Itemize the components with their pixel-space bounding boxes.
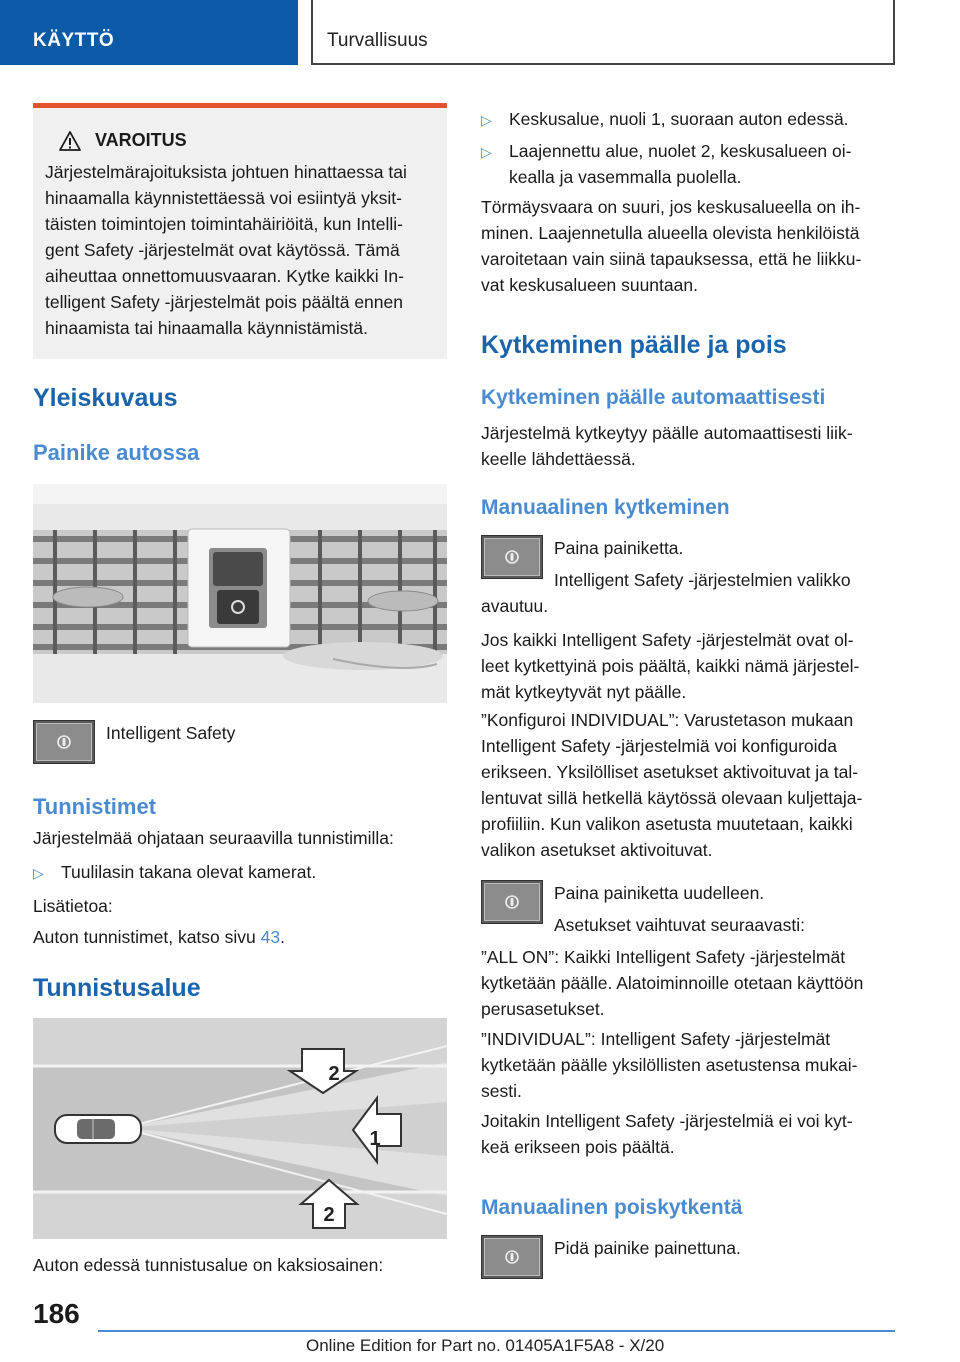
bullet-text xyxy=(509,138,851,190)
bullet-triangle-icon: ▷ xyxy=(33,865,44,881)
warning-line: aiheuttaa onnettomuusvaaran. Kytke kaikki In- xyxy=(45,266,404,286)
hold-instruction: Pidä painike painettuna. xyxy=(554,1238,741,1258)
heading-sensors: Tunnistimet xyxy=(33,794,157,819)
text-line: vat keskusalueen suuntaan. xyxy=(481,275,698,295)
press-instruction: Paina painiketta. xyxy=(554,538,684,558)
text-line: Törmäysvaara on suuri, jos keskusalueella on ih- xyxy=(481,197,861,217)
warning-title: VAROITUS xyxy=(95,130,187,150)
warning-line: gent Safety -järjestelmät ovat käytössä. Tämä xyxy=(45,240,400,260)
settings-change-text: Asetukset vaihtuvat seuraavasti: xyxy=(554,915,805,935)
warning-box xyxy=(33,103,447,359)
footer-divider xyxy=(98,1330,895,1332)
car-icon xyxy=(55,1115,141,1143)
bullet-text: Tuulilasin takana olevat kamerat. xyxy=(61,862,317,882)
text-line: kytketään päälle yksilöllisten asetustensa mukai- xyxy=(481,1055,858,1075)
section-tab: KÄYTTÖ xyxy=(0,0,298,65)
bullet-triangle-icon: ▷ xyxy=(481,144,492,160)
warning-line: telligent Safety -järjestelmät pois päältä ennen xyxy=(45,292,403,312)
text-line: kytketään päälle. Alatoiminnoille otetaan käyttöön xyxy=(481,973,864,993)
warning-text xyxy=(45,159,435,341)
text-line: valikon asetukset aktivoituvat. xyxy=(481,840,713,860)
diagram-label: 2 xyxy=(323,1204,335,1226)
diagram-label: 1 xyxy=(369,1128,381,1150)
chapter-title: Turvallisuus xyxy=(311,0,895,65)
configure-paragraph xyxy=(481,707,895,863)
reference-end: . xyxy=(280,927,285,947)
heading-button-in-car: Painike autossa xyxy=(33,440,200,465)
warning-heading xyxy=(59,130,435,151)
dashboard-button-illustration xyxy=(33,484,447,703)
warning-line: hinaamista tai hinaamalla käynnistämistä. xyxy=(45,318,368,338)
heading-detection-area: Tunnistusalue xyxy=(33,974,201,1002)
text-line: minen. Laajennetulla alueella olevista henkilöistä xyxy=(481,223,860,243)
text-line: Järjestelmä kytkeytyy päälle automaattisesti liik- xyxy=(481,423,853,443)
text-line: Joitakin Intelligent Safety -järjestelmiä ei voi kyt- xyxy=(481,1111,853,1131)
bullet-triangle-icon: ▷ xyxy=(481,112,492,128)
text-line: mät kytkeytyvät nyt päälle. xyxy=(481,682,687,702)
warning-line: täisten toimintojen toimintahäiriöitä, kun Intelli- xyxy=(45,214,403,234)
heading-switch-on-off: Kytkeminen päälle ja pois xyxy=(481,331,787,359)
text-line: ”INDIVIDUAL”: Intelligent Safety -järjestelmät xyxy=(481,1029,831,1049)
text-line: keelle lähdettäessä. xyxy=(481,449,636,469)
heading-overview: Yleiskuvaus xyxy=(33,384,178,412)
more-info-label: Lisätietoa: xyxy=(33,896,113,916)
heading-auto-on: Kytkeminen päälle automaattisesti xyxy=(481,386,826,409)
list-item xyxy=(481,106,895,133)
intelligent-safety-button-icon xyxy=(33,720,95,764)
bullet-text: Keskusalue, nuoli 1, suoraan auton edessä. xyxy=(509,109,849,129)
cross-reference xyxy=(33,924,285,950)
list-item xyxy=(33,859,316,886)
warning-triangle-icon xyxy=(59,131,81,151)
button-label: Intelligent Safety xyxy=(106,723,236,743)
text-line: ”ALL ON”: Kaikki Intelligent Safety -järjestelmät xyxy=(481,947,846,967)
menu-opens-text-cont: avautuu. xyxy=(481,596,549,616)
all-on-paragraph xyxy=(481,944,901,1022)
bullet-line: kealla ja vasemmalla puolella. xyxy=(509,167,742,187)
detection-area-diagram xyxy=(33,1018,447,1239)
heading-manual-off: Manuaalinen poiskytkentä xyxy=(481,1196,743,1219)
sensors-text: Järjestelmää ohjataan seuraavilla tunnistimilla: xyxy=(33,828,394,848)
text-line: keä erikseen pois päältä. xyxy=(481,1137,675,1157)
menu-opens-text: Intelligent Safety -järjestelmien valikko xyxy=(554,570,851,590)
bullet-line: Laajennettu alue, nuolet 2, keskusalueen oi- xyxy=(509,141,852,161)
heading-manual-on: Manuaalinen kytkeminen xyxy=(481,496,730,519)
warning-line: Järjestelmärajoituksista johtuen hinattaessa tai xyxy=(45,162,407,182)
text-line: Intelligent Safety -järjestelmiä voi konfiguroida xyxy=(481,736,838,756)
text-line: ”Konfiguroi INDIVIDUAL”: Varustetason mukaan xyxy=(481,710,854,730)
warning-line: hinaamalla käynnistettäessä voi esiintyä yksit- xyxy=(45,188,402,208)
text-line: sesti. xyxy=(481,1081,522,1101)
intelligent-safety-button-icon xyxy=(481,880,543,924)
text-line: Jos kaikki Intelligent Safety -järjestelmät ovat ol- xyxy=(481,630,854,650)
text-line: perusasetukset. xyxy=(481,999,605,1019)
text-line: profiiliin. Kun valikon asetusta muutetaan, kaikki xyxy=(481,814,853,834)
area-caption: Auton edessä tunnistusalue on kaksiosainen: xyxy=(33,1255,384,1275)
edition-text: Online Edition for Part no. 01405A1F5A8 - X/20 xyxy=(306,1336,665,1355)
individual-paragraph xyxy=(481,1026,895,1104)
page-link[interactable]: 43 xyxy=(260,927,281,947)
all-off-paragraph xyxy=(481,627,895,705)
page-number: 186 xyxy=(33,1298,80,1329)
intelligent-safety-button-icon xyxy=(481,1235,543,1279)
text-line: varoitetaan vain siinä tapauksessa, että he liikku- xyxy=(481,249,862,269)
some-cannot-paragraph xyxy=(481,1108,895,1160)
text-line: erikseen. Yksilölliset asetukset aktivoituvat ja tal- xyxy=(481,762,859,782)
reference-text: Auton tunnistimet, katso sivu xyxy=(33,927,261,947)
diagram-label: 2 xyxy=(328,1063,340,1085)
text-line: lentuvat sillä hetkellä käytössä olevaan kuljettaja- xyxy=(481,788,863,808)
auto-paragraph xyxy=(481,420,895,472)
press-again-instruction: Paina painiketta uudelleen. xyxy=(554,883,765,903)
intelligent-safety-button-icon xyxy=(481,535,543,579)
list-item xyxy=(481,138,895,190)
text-line: leet kytkettyinä pois päältä, kaikki nämä järjestel- xyxy=(481,656,860,676)
collision-paragraph xyxy=(481,194,895,298)
